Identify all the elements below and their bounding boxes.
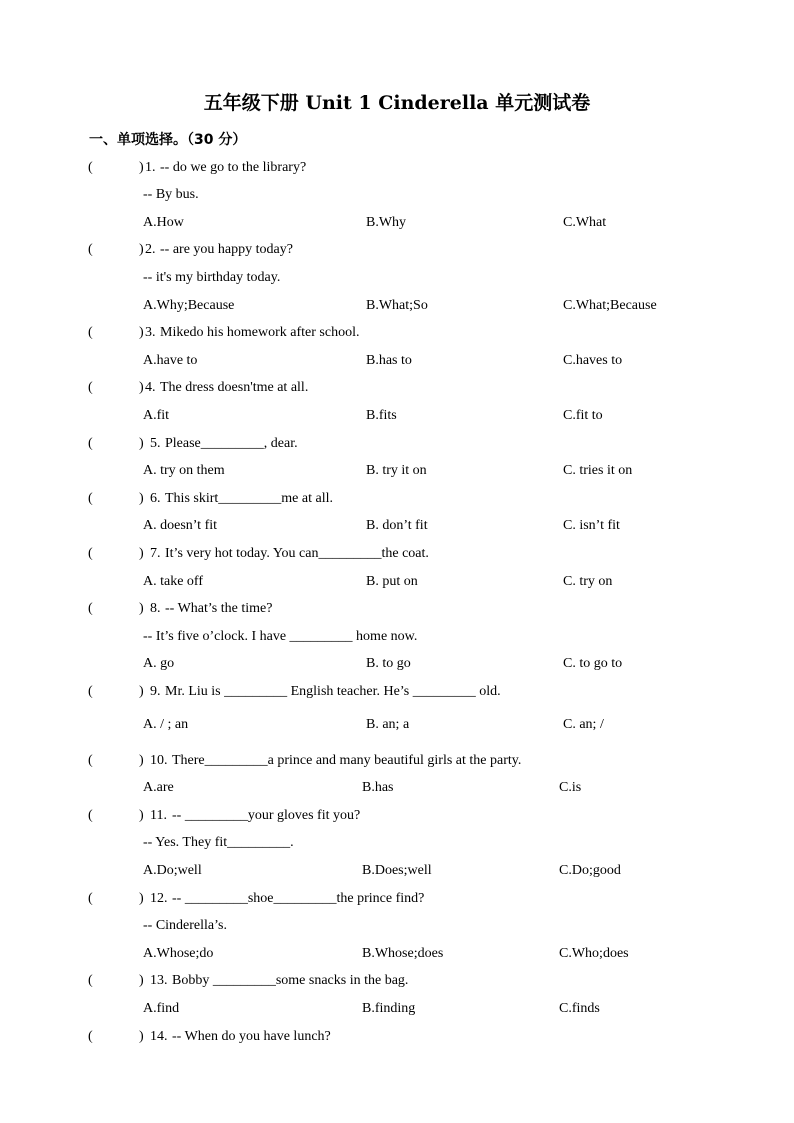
question-number: 6. bbox=[150, 491, 161, 506]
option-b: B.Why bbox=[366, 215, 407, 230]
question-number: 14. bbox=[150, 1029, 168, 1044]
question-stem: There_________a prince and many beautiful girls at the party. bbox=[172, 753, 522, 768]
option-a: A.Do;well bbox=[143, 863, 202, 878]
option-b: B.finding bbox=[362, 1001, 416, 1016]
answer-bracket-open: ( bbox=[88, 973, 93, 988]
option-c: C.fit to bbox=[563, 408, 603, 423]
question-stem: -- do we go to the library? bbox=[160, 160, 307, 175]
question-number: 11. bbox=[150, 808, 167, 823]
option-b: B. to go bbox=[366, 656, 411, 671]
answer-bracket-close: ) bbox=[139, 491, 144, 506]
answer-bracket-open: ( bbox=[88, 160, 93, 175]
question-reply: -- Cinderella’s. bbox=[143, 918, 227, 933]
question-stem: Bobby _________some snacks in the bag. bbox=[172, 973, 409, 988]
option-c: C.Who;does bbox=[559, 946, 629, 961]
option-c: C.finds bbox=[559, 1001, 600, 1016]
answer-bracket-close: ) bbox=[139, 808, 144, 823]
question-stem: -- _________shoe_________the prince find? bbox=[172, 891, 425, 906]
option-c: C. isn’t fit bbox=[563, 518, 620, 533]
answer-bracket-open: ( bbox=[88, 1029, 93, 1044]
option-a: A. doesn’t fit bbox=[143, 518, 218, 533]
question-reply: -- It’s five o’clock. I have _________ home now. bbox=[143, 629, 418, 644]
question-stem: Please_________, dear. bbox=[165, 436, 298, 451]
option-c: C. tries it on bbox=[563, 463, 633, 478]
answer-bracket-open: ( bbox=[88, 808, 93, 823]
question-number: 13. bbox=[150, 973, 168, 988]
option-a: A.How bbox=[143, 215, 184, 230]
option-b: B.What;So bbox=[366, 298, 428, 313]
option-c: C. try on bbox=[563, 574, 613, 589]
answer-bracket-open: ( bbox=[88, 380, 93, 395]
answer-bracket-close: ) bbox=[139, 601, 144, 616]
question-stem: This skirt_________me at all. bbox=[165, 491, 333, 506]
option-a: A. go bbox=[143, 656, 175, 671]
option-a: A. / ; an bbox=[143, 717, 189, 732]
option-a: A.Whose;do bbox=[143, 946, 214, 961]
question-number: 9. bbox=[150, 684, 161, 699]
option-a: A.fit bbox=[143, 408, 170, 423]
option-b: B. try it on bbox=[366, 463, 427, 478]
option-b: B.Does;well bbox=[362, 863, 432, 878]
question-number: 7. bbox=[150, 546, 161, 561]
question-number: 3. bbox=[145, 325, 156, 340]
question-number: 2. bbox=[145, 242, 156, 257]
option-c: C.haves to bbox=[563, 353, 623, 368]
option-b: B. an; a bbox=[366, 717, 410, 732]
answer-bracket-open: ( bbox=[88, 491, 93, 506]
answer-bracket-close: ) bbox=[139, 1029, 144, 1044]
answer-bracket-open: ( bbox=[88, 891, 93, 906]
answer-bracket-open: ( bbox=[88, 242, 93, 257]
option-b: B. don’t fit bbox=[366, 518, 428, 533]
option-b: B.Whose;does bbox=[362, 946, 444, 961]
question-number: 1. bbox=[145, 160, 156, 175]
answer-bracket-open: ( bbox=[88, 601, 93, 616]
option-a: A.are bbox=[143, 780, 174, 795]
option-c: C.What;Because bbox=[563, 298, 657, 313]
answer-bracket-open: ( bbox=[88, 546, 93, 561]
option-c: C.What bbox=[563, 215, 607, 230]
question-reply: -- it's my birthday today. bbox=[143, 270, 281, 285]
option-b: B.has to bbox=[366, 353, 412, 368]
question-number: 10. bbox=[150, 753, 168, 768]
option-a: A.Why;Because bbox=[143, 298, 235, 313]
question-stem: -- When do you have lunch? bbox=[172, 1029, 331, 1044]
option-a: A.find bbox=[143, 1001, 180, 1016]
option-a: A. take off bbox=[143, 574, 203, 589]
question-stem: The dress doesn'tme at all. bbox=[160, 380, 309, 395]
answer-bracket-open: ( bbox=[88, 753, 93, 768]
option-a: A. try on them bbox=[143, 463, 225, 478]
answer-bracket-close: ) bbox=[139, 436, 144, 451]
option-a: A.have to bbox=[143, 353, 198, 368]
question-number: 4. bbox=[145, 380, 156, 395]
question-stem: -- are you happy today? bbox=[160, 242, 293, 257]
answer-bracket-open: ( bbox=[88, 436, 93, 451]
option-c: C.is bbox=[559, 780, 582, 795]
answer-bracket-open: ( bbox=[88, 325, 93, 340]
question-stem: -- What’s the time? bbox=[165, 601, 273, 616]
answer-bracket-close: ) bbox=[139, 973, 144, 988]
question-number: 12. bbox=[150, 891, 168, 906]
answer-bracket-close: ) bbox=[139, 684, 144, 699]
answer-bracket-close: ) bbox=[139, 160, 144, 175]
option-c: C. an; / bbox=[563, 717, 604, 732]
option-c: C.Do;good bbox=[559, 863, 621, 878]
section-heading: 一、单项选择。（30 分） bbox=[89, 132, 247, 148]
option-b: B.has bbox=[362, 780, 394, 795]
option-c: C. to go to bbox=[563, 656, 623, 671]
answer-bracket-close: ) bbox=[139, 546, 144, 561]
question-reply: -- By bus. bbox=[143, 187, 199, 202]
answer-bracket-close: ) bbox=[139, 753, 144, 768]
question-stem: -- _________your gloves fit you? bbox=[172, 808, 361, 823]
answer-bracket-open: ( bbox=[88, 684, 93, 699]
option-b: B.fits bbox=[366, 408, 397, 423]
option-b: B. put on bbox=[366, 574, 418, 589]
question-stem: Mr. Liu is _________ English teacher. He’s _________ old. bbox=[165, 684, 501, 699]
question-reply: -- Yes. They fit_________. bbox=[143, 835, 294, 850]
question-stem: It’s very hot today. You can_________the coat. bbox=[165, 546, 429, 561]
page-title: 五年级下册 Unit 1 Cinderella 单元测试卷 bbox=[203, 92, 591, 114]
answer-bracket-close: ) bbox=[139, 325, 144, 340]
question-number: 8. bbox=[150, 601, 161, 616]
question-number: 5. bbox=[150, 436, 161, 451]
answer-bracket-close: ) bbox=[139, 380, 144, 395]
answer-bracket-close: ) bbox=[139, 891, 144, 906]
question-stem: Mikedo his homework after school. bbox=[160, 325, 360, 340]
answer-bracket-close: ) bbox=[139, 242, 144, 257]
